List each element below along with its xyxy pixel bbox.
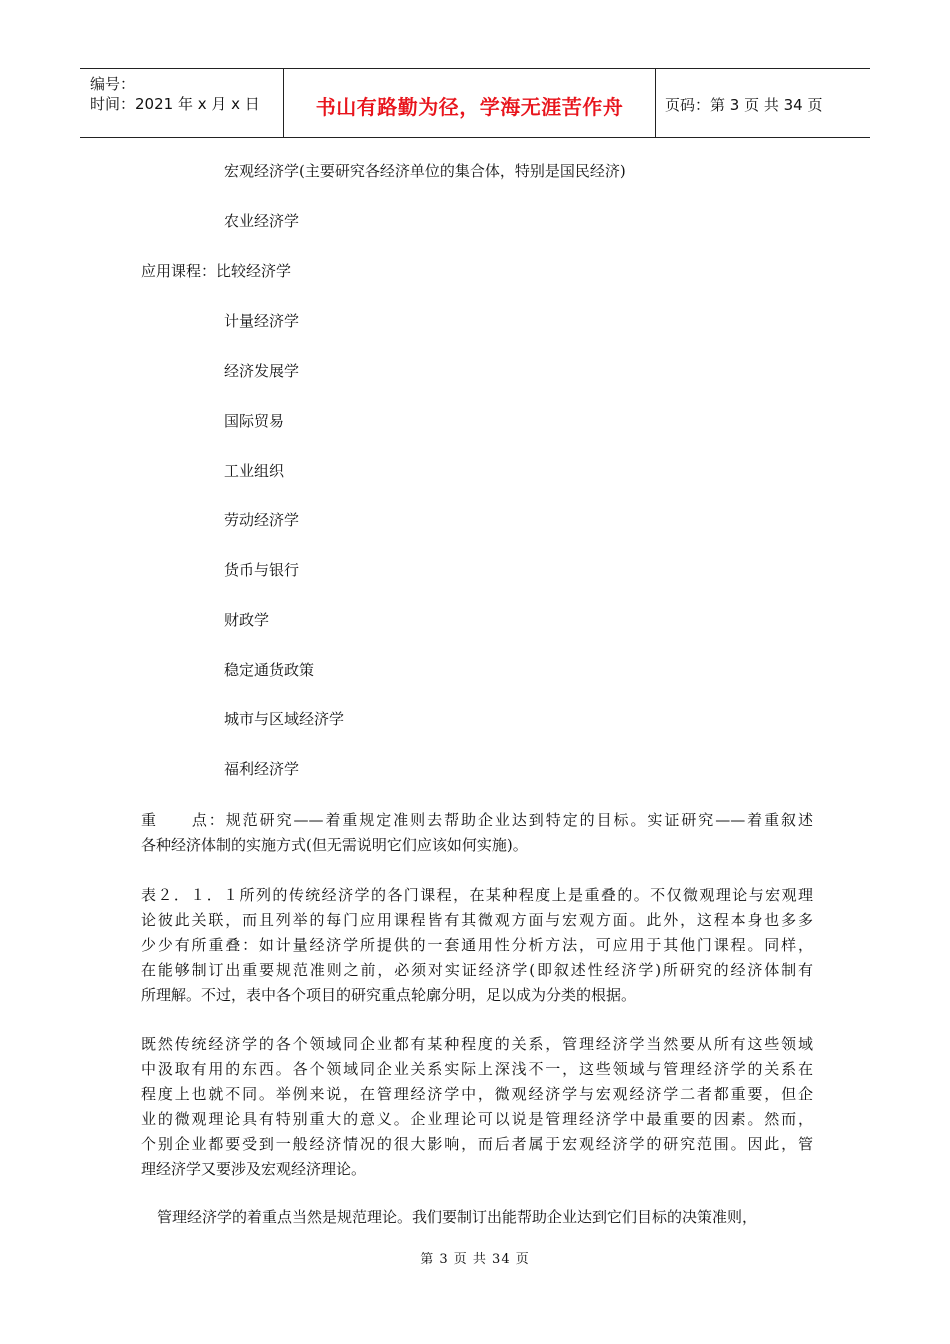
text-line: 表２．１．１所列的传统经济学的各门课程，在某种程度上是重叠的。不仅微观理论与宏观理 xyxy=(141,886,813,904)
body-paragraph-2 xyxy=(141,1032,813,1182)
text-line: 理经济学又要涉及宏观经济理论。 xyxy=(141,1160,367,1178)
course-item: 货币与银行 xyxy=(224,561,300,579)
header-motto-cell xyxy=(283,69,656,137)
header-meta-cell xyxy=(80,69,283,137)
course-agricultural-economics: 农业经济学 xyxy=(224,212,300,230)
applied-courses-label: 应用课程：比较经济学 xyxy=(141,262,292,280)
text-line: 各种经济体制的实施方式(但无需说明它们应该如何实施)。 xyxy=(141,836,528,854)
body-paragraph-1 xyxy=(141,883,813,1008)
course-item: 劳动经济学 xyxy=(224,511,300,529)
course-item: 城市与区域经济学 xyxy=(224,710,345,728)
text-line: 程度上也就不同。举例来说，在管理经济学中，微观经济学与宏观经济学二者都重要，但企 xyxy=(141,1085,813,1103)
header-page-cell xyxy=(655,69,870,137)
text-line: 少少有所重叠：如计量经济学所提供的一套通用性分析方法，可应用于其他门课程。同样， xyxy=(141,936,813,954)
course-item: 福利经济学 xyxy=(224,760,300,778)
focus-paragraph xyxy=(141,808,813,858)
number-label: 编号： xyxy=(90,75,136,93)
page-footer: 第 3 页 共 34 页 xyxy=(420,1252,530,1267)
document-header xyxy=(80,68,870,138)
text-line: 个别企业都要受到一般经济情况的很大影响，而后者属于宏观经济学的研究范围。因此，管 xyxy=(141,1135,813,1153)
text-line: 重 点：规范研究——着重规定准则去帮助企业达到特定的目标。实证研究——着重叙述 xyxy=(141,811,813,829)
time-label: 时间：2021 年 x 月 x 日 xyxy=(90,95,260,113)
text-line: 既然传统经济学的各个领域同企业都有某种程度的关系，管理经济学当然要从所有这些领域 xyxy=(141,1035,813,1053)
text-line: 论彼此关联，而且列举的每门应用课程皆有其微观方面与宏观方面。此外，这程本身也多多 xyxy=(141,911,813,929)
course-item: 经济发展学 xyxy=(224,362,300,380)
header-motto: 书山有路勤为径，学海无涯苦作舟 xyxy=(315,95,624,119)
course-item: 国际贸易 xyxy=(224,412,285,430)
text-line: 中汲取有用的东西。各个领域同企业关系实际上深浅不一，这些领域与管理经济学的关系在 xyxy=(141,1060,813,1078)
text-line: 在能够制订出重要规范准则之前，必须对实证经济学(即叙述性经济学)所研究的经济体制有 xyxy=(141,961,813,979)
text-line: 业的微观理论具有特别重大的意义。企业理论可以说是管理经济学中最重要的因素。然而， xyxy=(141,1110,813,1128)
header-page-number: 页码：第 3 页 共 34 页 xyxy=(665,96,823,114)
text-line: 所理解。不过，表中各个项目的研究重点轮廓分明，足以成为分类的根据。 xyxy=(141,986,637,1004)
course-item: 稳定通货政策 xyxy=(224,661,315,679)
body-paragraph-3: 管理经济学的着重点当然是规范理论。我们要制订出能帮助企业达到它们目标的决策准则， xyxy=(157,1208,758,1226)
course-macroeconomics: 宏观经济学(主要研究各经济单位的集合体，特别是国民经济) xyxy=(224,162,626,180)
course-item: 计量经济学 xyxy=(224,312,300,330)
course-item: 财政学 xyxy=(224,611,270,629)
course-item: 工业组织 xyxy=(224,462,285,480)
